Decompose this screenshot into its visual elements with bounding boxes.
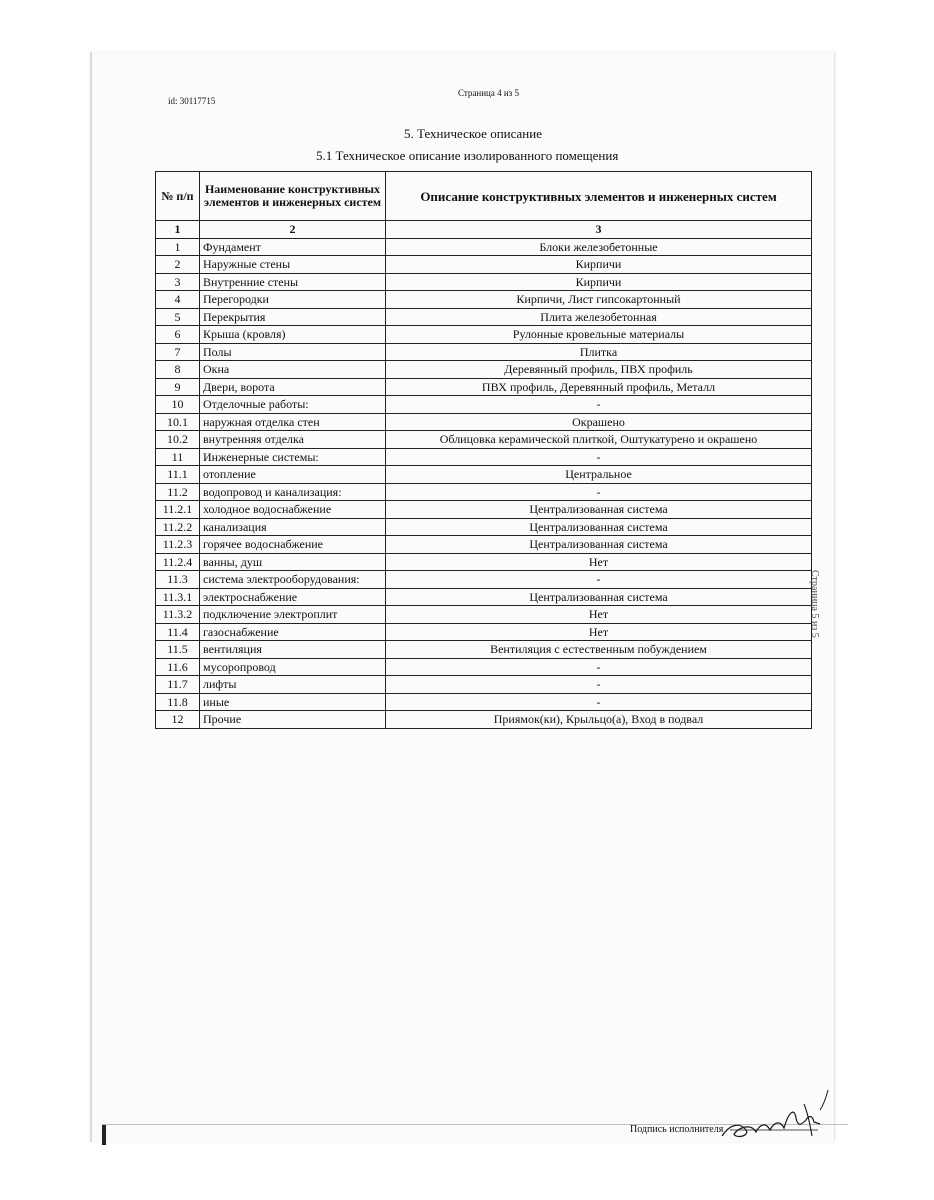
table-row (156, 641, 812, 659)
row-name: Внутренние стены (200, 273, 386, 291)
page-number: Страница 4 из 5 (458, 88, 519, 98)
row-name: горячее водоснабжение (200, 536, 386, 554)
table-row (156, 606, 812, 624)
table-row (156, 483, 812, 501)
row-number: 5 (156, 308, 200, 326)
row-description: Вентиляция с естественным побуждением (386, 641, 812, 659)
row-description: Рулонные кровельные материалы (386, 326, 812, 344)
column-index-row (156, 221, 812, 239)
row-name: Перекрытия (200, 308, 386, 326)
row-number: 4 (156, 291, 200, 309)
row-name: Наружные стены (200, 256, 386, 274)
row-name: газоснабжение (200, 623, 386, 641)
row-name: вентиляция (200, 641, 386, 659)
row-name: Прочие (200, 711, 386, 729)
row-description: Нет (386, 623, 812, 641)
signature-label: Подпись исполнителя (630, 1124, 724, 1135)
table-row (156, 361, 812, 379)
row-name: Двери, ворота (200, 378, 386, 396)
table-row (156, 238, 812, 256)
column-index: 2 (200, 221, 386, 239)
table-row (156, 326, 812, 344)
row-description: - (386, 448, 812, 466)
row-name: мусоропровод (200, 658, 386, 676)
row-number: 10.2 (156, 431, 200, 449)
row-description: ПВХ профиль, Деревянный профиль, Металл (386, 378, 812, 396)
side-page-stamp: Страница 5 из 5 (809, 570, 820, 638)
row-number: 11.6 (156, 658, 200, 676)
row-name: Перегородки (200, 291, 386, 309)
row-number: 11.7 (156, 676, 200, 694)
header-number: № п/п (156, 172, 200, 221)
row-number: 11.3 (156, 571, 200, 589)
table-row (156, 431, 812, 449)
row-description: Окрашено (386, 413, 812, 431)
row-number: 11.4 (156, 623, 200, 641)
row-name: внутренняя отделка (200, 431, 386, 449)
table-row (156, 273, 812, 291)
row-name: отопление (200, 466, 386, 484)
row-description: Кирпичи (386, 273, 812, 291)
row-name: Инженерные системы: (200, 448, 386, 466)
table-row (156, 308, 812, 326)
header-description: Описание конструктивных элементов и инженерных систем (386, 172, 812, 221)
section-title: 5. Техническое описание (404, 126, 542, 141)
row-number: 11.2 (156, 483, 200, 501)
row-name: Полы (200, 343, 386, 361)
row-description: Нет (386, 606, 812, 624)
table-row (156, 536, 812, 554)
row-name: лифты (200, 676, 386, 694)
row-name: подключение электроплит (200, 606, 386, 624)
row-description: Централизованная система (386, 518, 812, 536)
row-description: Приямок(ки), Крыльцо(а), Вход в подвал (386, 711, 812, 729)
subsection-title: 5.1 Техническое описание изолированного помещения (316, 148, 619, 163)
row-number: 8 (156, 361, 200, 379)
table-row (156, 571, 812, 589)
document-id: id: 30117715 (168, 96, 216, 106)
row-number: 11.2.3 (156, 536, 200, 554)
row-name: ванны, душ (200, 553, 386, 571)
row-number: 11 (156, 448, 200, 466)
table-row (156, 343, 812, 361)
row-number: 7 (156, 343, 200, 361)
table-row (156, 693, 812, 711)
row-number: 11.1 (156, 466, 200, 484)
table-row (156, 378, 812, 396)
row-number: 6 (156, 326, 200, 344)
row-name: иные (200, 693, 386, 711)
row-number: 2 (156, 256, 200, 274)
row-description: Деревянный профиль, ПВХ профиль (386, 361, 812, 379)
row-number: 10 (156, 396, 200, 414)
row-description: - (386, 483, 812, 501)
row-number: 11.2.2 (156, 518, 200, 536)
row-description: Облицовка керамической плиткой, Оштукатурено и окрашено (386, 431, 812, 449)
row-number: 11.2.4 (156, 553, 200, 571)
row-description: Плита железобетонная (386, 308, 812, 326)
row-description: Блоки железобетонные (386, 238, 812, 256)
row-number: 11.3.2 (156, 606, 200, 624)
row-name: холодное водоснабжение (200, 501, 386, 519)
row-number: 3 (156, 273, 200, 291)
row-number: 12 (156, 711, 200, 729)
header-name: Наименование конструктивных элементов и инженерных систем (200, 172, 386, 221)
row-name: Отделочные работы: (200, 396, 386, 414)
table-row (156, 518, 812, 536)
row-description: Централизованная система (386, 501, 812, 519)
row-description: Централизованная система (386, 588, 812, 606)
row-name: водопровод и канализация: (200, 483, 386, 501)
row-number: 10.1 (156, 413, 200, 431)
table-header-row (156, 172, 812, 221)
row-name: канализация (200, 518, 386, 536)
row-number: 11.3.1 (156, 588, 200, 606)
row-description: Плитка (386, 343, 812, 361)
table-row (156, 256, 812, 274)
table-row (156, 711, 812, 729)
row-name: система электрооборудования: (200, 571, 386, 589)
row-name: Крыша (кровля) (200, 326, 386, 344)
table-row (156, 413, 812, 431)
table-row (156, 501, 812, 519)
table-row (156, 623, 812, 641)
row-number: 1 (156, 238, 200, 256)
table-row (156, 396, 812, 414)
row-number: 11.8 (156, 693, 200, 711)
table-row (156, 448, 812, 466)
table-row (156, 676, 812, 694)
row-name: Фундамент (200, 238, 386, 256)
row-description: - (386, 676, 812, 694)
table-row (156, 658, 812, 676)
row-description: - (386, 693, 812, 711)
signature-scribble (700, 1084, 840, 1144)
row-number: 9 (156, 378, 200, 396)
row-number: 11.5 (156, 641, 200, 659)
row-description: - (386, 658, 812, 676)
row-description: Централизованная система (386, 536, 812, 554)
row-name: Окна (200, 361, 386, 379)
table-row (156, 553, 812, 571)
row-name: наружная отделка стен (200, 413, 386, 431)
row-name: электроснабжение (200, 588, 386, 606)
row-description: Центральное (386, 466, 812, 484)
row-description: - (386, 396, 812, 414)
technical-description-table (155, 171, 812, 729)
row-description: Кирпичи (386, 256, 812, 274)
row-description: Кирпичи, Лист гипсокартонный (386, 291, 812, 309)
table-row (156, 466, 812, 484)
row-number: 11.2.1 (156, 501, 200, 519)
row-description: Нет (386, 553, 812, 571)
table-row (156, 588, 812, 606)
table-row (156, 291, 812, 309)
column-index: 1 (156, 221, 200, 239)
row-description: - (386, 571, 812, 589)
column-index: 3 (386, 221, 812, 239)
